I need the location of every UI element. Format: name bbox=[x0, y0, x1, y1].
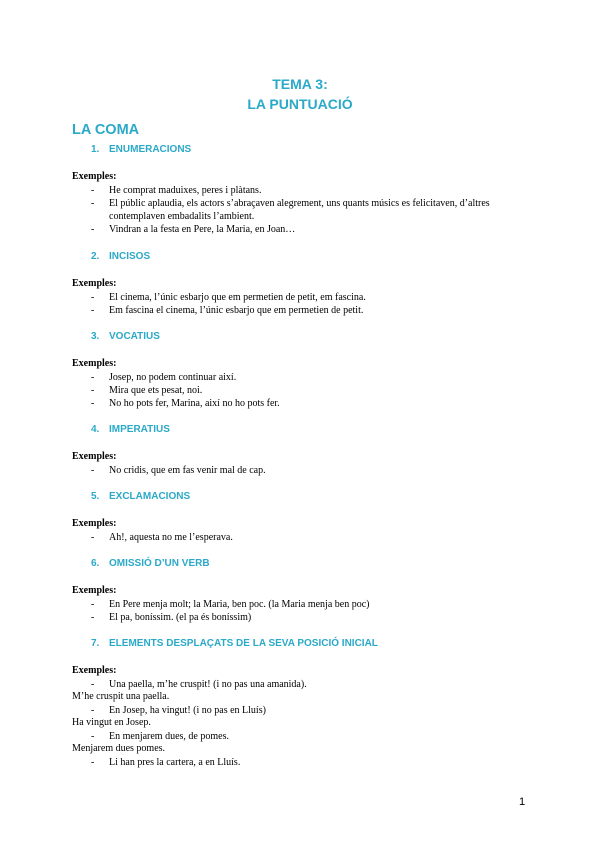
subsection-number: 1. bbox=[91, 144, 100, 155]
examples-label: Exemples: bbox=[72, 665, 117, 676]
list-item bbox=[91, 184, 536, 197]
examples-label: Exemples: bbox=[72, 358, 117, 369]
bullet-dash: - bbox=[91, 292, 95, 303]
subsection-title: VOCATIUS bbox=[109, 331, 160, 342]
item-text: Mira que ets pesat, noi. bbox=[109, 385, 203, 396]
bullet-dash: - bbox=[91, 465, 95, 476]
subsection-heading-4 bbox=[91, 424, 170, 435]
list-item bbox=[91, 291, 536, 304]
subsection-number: 4. bbox=[91, 424, 100, 435]
item-text: Em fascina el cinema, l’únic esbarjo que em permetien de petit. bbox=[109, 305, 364, 316]
plain-sentence: Ha vingut en Josep. bbox=[72, 717, 151, 728]
bullet-dash: - bbox=[91, 757, 95, 768]
item-text: El pa, boníssim. (el pa és boníssim) bbox=[109, 612, 252, 623]
bullet-dash: - bbox=[91, 398, 95, 409]
examples-label: Exemples: bbox=[72, 278, 117, 289]
bullet-dash: - bbox=[91, 372, 95, 383]
list-item bbox=[91, 756, 536, 769]
item-text: El públic aplaudia, els actors s’abraçaven alegrement, uns quants músics es felicitaven, d’altres contemplaven embadalits l’ambient. bbox=[109, 198, 490, 223]
list-item bbox=[91, 371, 536, 384]
subsection-title: ELEMENTS DESPLAÇATS DE LA SEVA POSICIÓ INICIAL bbox=[109, 638, 378, 649]
subsection-heading-2 bbox=[91, 251, 150, 262]
bullet-dash: - bbox=[91, 385, 95, 396]
subsection-title: OMISSIÓ D’UN VERB bbox=[109, 558, 210, 569]
examples-label: Exemples: bbox=[72, 585, 117, 596]
subsection-number: 2. bbox=[91, 251, 100, 262]
examples-label: Exemples: bbox=[72, 171, 117, 182]
bullet-dash: - bbox=[91, 198, 95, 209]
item-text: Vindran a la festa en Pere, la Maria, en Joan… bbox=[109, 224, 296, 235]
subsection-number: 7. bbox=[91, 638, 100, 649]
subsection-title: EXCLAMACIONS bbox=[109, 491, 191, 502]
examples-label: Exemples: bbox=[72, 451, 117, 462]
subsection-number: 3. bbox=[91, 331, 100, 342]
item-text: He comprat maduixes, peres i plàtans. bbox=[109, 185, 262, 196]
subsection-heading-7 bbox=[91, 638, 378, 649]
bullet-dash: - bbox=[91, 599, 95, 610]
subsection-heading-6 bbox=[91, 558, 210, 569]
subsection-title: IMPERATIUS bbox=[109, 424, 170, 435]
list-item bbox=[91, 304, 536, 317]
doc-title-line2: LA PUNTUACIÓ bbox=[247, 96, 353, 112]
bullet-dash: - bbox=[91, 612, 95, 623]
list-item bbox=[91, 384, 536, 397]
bullet-dash: - bbox=[91, 679, 95, 690]
list-item bbox=[91, 678, 536, 691]
plain-sentence: M’he cruspit una paella. bbox=[72, 691, 170, 702]
list-item bbox=[91, 730, 536, 743]
list-item bbox=[91, 464, 536, 477]
bullet-dash: - bbox=[91, 731, 95, 742]
subsection-number: 5. bbox=[91, 491, 100, 502]
item-text: No cridis, que em fas venir mal de cap. bbox=[109, 465, 266, 476]
list-item bbox=[91, 598, 536, 611]
subsection-heading-1 bbox=[91, 144, 191, 155]
subsection-heading-3 bbox=[91, 331, 160, 342]
bullet-dash: - bbox=[91, 532, 95, 543]
bullet-dash: - bbox=[91, 185, 95, 196]
item-text: Ah!, aquesta no me l’esperava. bbox=[109, 532, 233, 543]
subsection-number: 6. bbox=[91, 558, 100, 569]
item-text: El cinema, l’únic esbarjo que em permetien de petit, em fascina. bbox=[109, 292, 366, 303]
subsection-title: ENUMERACIONS bbox=[109, 144, 192, 155]
list-item bbox=[91, 397, 536, 410]
item-text: En menjarem dues, de pomes. bbox=[109, 731, 229, 742]
item-text: Josep, no podem continuar així. bbox=[109, 372, 237, 383]
item-text: No ho pots fer, Marina, així no ho pots fer. bbox=[109, 398, 280, 409]
item-text: En Josep, ha vingut! (i no pas en Lluís) bbox=[109, 705, 266, 716]
list-item bbox=[91, 704, 536, 717]
doc-title-line1: TEMA 3: bbox=[272, 76, 328, 92]
subsection-title: INCISOS bbox=[109, 251, 151, 262]
list-item bbox=[91, 611, 536, 624]
examples-label: Exemples: bbox=[72, 518, 117, 529]
bullet-dash: - bbox=[91, 705, 95, 716]
bullet-dash: - bbox=[91, 224, 95, 235]
list-item bbox=[91, 531, 536, 544]
item-text: En Pere menja molt; la Maria, ben poc. (la Maria menja ben poc) bbox=[109, 599, 370, 610]
subsection-heading-5 bbox=[91, 491, 190, 502]
item-text: Li han pres la cartera, a en Lluís. bbox=[109, 757, 241, 768]
list-item bbox=[91, 223, 536, 236]
plain-sentence: Menjarem dues pomes. bbox=[72, 743, 166, 754]
page-number: 1 bbox=[519, 796, 526, 808]
list-item bbox=[91, 197, 536, 224]
section-title: LA COMA bbox=[72, 122, 140, 138]
bullet-dash: - bbox=[91, 305, 95, 316]
item-text: Una paella, m’he cruspit! (i no pas una amanida). bbox=[109, 679, 307, 690]
